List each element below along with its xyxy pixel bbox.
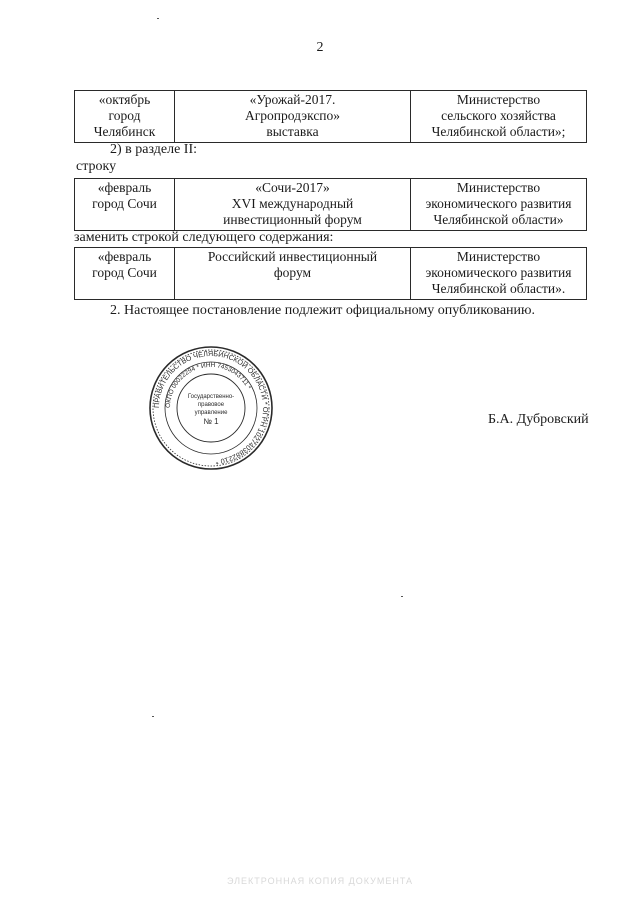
seal-center-line: Государственно- <box>187 394 235 400</box>
cell-date: «февраль город Сочи <box>75 248 175 300</box>
section-line: 2) в разделе II: <box>110 142 198 157</box>
signature-name: Б.А. Дубровский <box>488 412 589 427</box>
cell-date: «февраль город Сочи <box>75 179 175 231</box>
table-row <box>75 248 587 300</box>
replace-line: заменить строкой следующего содержания: <box>74 230 334 245</box>
stroku-line: строку <box>76 159 117 174</box>
paragraph-publication: 2. Настоящее постановление подлежит официальному опубликованию. <box>110 303 535 318</box>
scan-speck <box>401 596 403 597</box>
table-row <box>75 179 587 231</box>
cell-date: «октябрь город Челябинск <box>75 91 175 143</box>
footer-watermark: ЭЛЕКТРОННАЯ КОПИЯ ДОКУМЕНТА <box>226 876 414 886</box>
scan-speck <box>157 18 159 19</box>
table-new-row <box>74 247 587 300</box>
seal-inner-text: ОКПО 00022294 * ИНН 7453043711 * <box>164 361 253 409</box>
table-old-row <box>74 178 587 231</box>
table-row <box>75 91 587 143</box>
seal-center-line: управление <box>194 410 228 416</box>
cell-event: «Сочи-2017» XVI международный инвестиционный форум <box>175 179 411 231</box>
seal-center-line: правовое <box>197 402 225 408</box>
cell-event: «Урожай-2017. Агропродэкспо» выставка <box>175 91 411 143</box>
page-number: 2 <box>316 40 324 55</box>
official-seal-icon <box>148 345 274 471</box>
scan-speck <box>152 716 154 717</box>
cell-organizer: Министерство экономического развития Челябинской области» <box>411 179 587 231</box>
cell-event: Российский инвестиционный форум <box>175 248 411 300</box>
cell-organizer: Министерство сельского хозяйства Челябинской области»; <box>411 91 587 143</box>
table-previous-entry <box>74 90 587 143</box>
seal-center-line: № 1 <box>203 417 219 426</box>
seal-outer-text: ПРАВИТЕЛЬСТВО ЧЕЛЯБИНСКОЙ ОБЛАСТИ * ОГРН 1027403882210 * <box>151 348 271 467</box>
cell-organizer: Министерство экономического развития Челябинской области». <box>411 248 587 300</box>
